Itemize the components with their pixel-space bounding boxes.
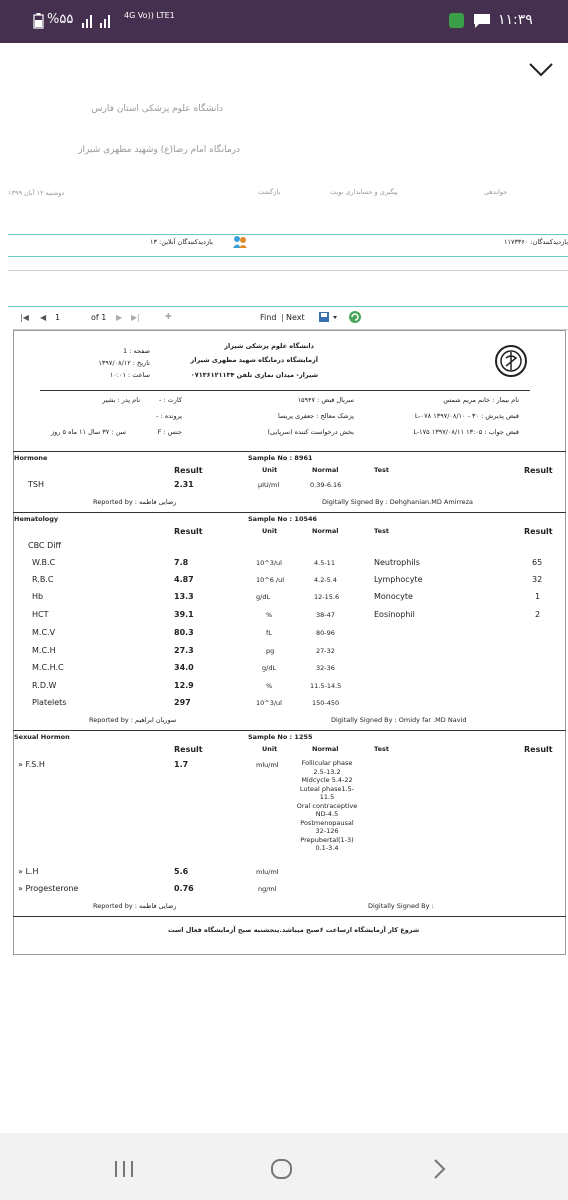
signal-icon <box>82 13 122 29</box>
clock: ۱۱:۳۹ <box>498 12 533 28</box>
answer-receipt: قبض جواب : ۱۳:۰۵ ۱۳۹۷/۰۸/۱۱ L-۱۷۵ <box>413 428 519 436</box>
test-unit: % <box>266 611 273 619</box>
test-normal: 27-32 <box>316 647 335 655</box>
test-value: 12.9 <box>174 681 194 690</box>
test-name: » F.S.H <box>18 760 45 769</box>
section-title: Hormone <box>14 454 48 462</box>
total-visitors: بازدیدکنندگان: ۱۱۷۳۳۶۰ <box>503 238 568 246</box>
diff-value: 65 <box>532 558 543 567</box>
sample-number: Sample No : 8961 <box>248 454 313 462</box>
university-logo-icon <box>494 344 528 378</box>
test-unit: mlu/ml <box>256 868 279 876</box>
section-title: Sexual Hormon <box>14 733 70 741</box>
test-name: » Progesterone <box>18 884 79 893</box>
normal-range-line: Prepubertal(1-3) <box>300 835 354 844</box>
test-unit: 10^3/ul <box>256 699 282 707</box>
test-name: R.B.C <box>32 575 54 584</box>
admit-receipt: قبض پذیرش : ۳۰ - ۱۳۹۷/۰۸/۱۰ L-۰۷۸ <box>414 412 519 420</box>
refresh-icon[interactable] <box>348 310 362 324</box>
file-number: پرونده : - <box>156 412 182 420</box>
col-unit: Unit <box>262 466 278 474</box>
reported-by: Reported by : رضایی فاطمه <box>93 498 177 506</box>
report-time: ساعت : ۱۰:۰۱ <box>109 371 150 379</box>
home-icon[interactable] <box>270 1158 294 1180</box>
col-result: Result <box>524 527 553 536</box>
sub-section-title: CBC Diff <box>28 541 61 550</box>
test-name: » L.H <box>18 867 39 876</box>
test-value: 34.0 <box>174 663 194 672</box>
normal-range-line: Luteal phase1.5- <box>299 784 355 793</box>
diff-value: 2 <box>535 610 541 619</box>
divider <box>40 390 530 391</box>
col-test: Test <box>374 466 389 474</box>
sample-number: Sample No : 10546 <box>248 515 318 523</box>
battery-level: %۵۵ <box>47 12 74 27</box>
col-normal: Normal <box>312 466 339 474</box>
test-value: 80.3 <box>174 628 194 637</box>
find-next-link[interactable]: Next <box>286 313 305 322</box>
page-number-input[interactable]: 1 <box>55 313 61 322</box>
test-name: M.C.H <box>32 646 56 655</box>
signed-by: Digitally Signed By : Omidy far .MD Navid <box>331 716 467 724</box>
col-unit: Unit <box>262 745 278 753</box>
test-normal: 4.5-11 <box>314 559 335 567</box>
lab-notice: شروع کار آزمایشگاه ازساعت ۶صبح میباشد.پنجشنبه صبح آزمایشگاه فعال است <box>168 926 420 934</box>
col-test: Test <box>374 745 389 753</box>
normal-range-line: 2.5-13.2 <box>313 767 341 776</box>
page-count: of 1 <box>91 313 107 322</box>
patient-name: نام بیمار : خانم مریم شمس <box>443 396 519 404</box>
nav-back-link[interactable]: بازگشت <box>258 188 281 196</box>
divider <box>13 730 566 731</box>
chevron-down-icon[interactable] <box>528 62 554 78</box>
next-page-icon[interactable]: ▶ <box>116 313 123 322</box>
normal-range-list <box>282 759 372 853</box>
back-to-parent-icon[interactable]: ✚ <box>165 312 172 321</box>
users-icon <box>233 235 247 248</box>
status-bar <box>0 0 568 43</box>
test-unit: mlu/ml <box>256 761 279 769</box>
normal-range-line: 32-126 <box>315 827 339 835</box>
divider <box>13 451 566 452</box>
normal-range-line: 0.1-3.4 <box>315 844 339 852</box>
col-result: Result <box>524 745 553 754</box>
first-page-icon[interactable]: |◀ <box>20 313 29 322</box>
network-type: 4G Vo)) LTE1 <box>124 11 175 20</box>
test-normal: 80-96 <box>316 629 335 637</box>
test-value: 0.76 <box>174 884 194 893</box>
patient-gender: جنس : F <box>157 428 182 436</box>
normal-range-line: Oral contraceptive <box>296 801 358 810</box>
nav-followup-link[interactable]: پیگیری و حسابداری نوبت <box>330 188 398 196</box>
test-unit: 10^6 /ul <box>256 576 285 584</box>
recent-apps-icon[interactable] <box>113 1159 135 1179</box>
test-normal: 38-47 <box>316 611 335 619</box>
normal-range-line: Postmenopausal <box>300 818 354 827</box>
app-notification-icon <box>449 13 464 28</box>
system-nav-bar <box>0 1133 568 1200</box>
test-value: 39.1 <box>174 610 194 619</box>
test-unit: g/dL <box>262 664 277 672</box>
col-result: Result <box>174 527 203 536</box>
reported-by: Reported by : سوریان ابراهیم <box>89 716 177 724</box>
find-separator: | <box>281 313 284 322</box>
divider <box>8 306 568 307</box>
test-name: Hb <box>32 592 44 601</box>
diff-value: 1 <box>535 592 541 601</box>
test-unit: pg <box>266 647 275 655</box>
section-title: Hematology <box>14 515 59 523</box>
diff-name: Eosinophil <box>374 610 415 619</box>
signed-by: Digitally Signed By : <box>368 902 434 910</box>
test-name: TSH <box>28 480 44 489</box>
divider <box>8 234 568 235</box>
reported-by: Reported by : رضایی فاطمه <box>93 902 177 910</box>
test-value: 27.3 <box>174 646 194 655</box>
report-page: صفحه : 1 <box>123 347 150 355</box>
normal-range-line: ND-4.5 <box>315 810 339 818</box>
father-name: نام پدر : بشیر <box>102 396 140 404</box>
diff-name: Monocyte <box>374 592 413 601</box>
online-visitors: بازدیدکنندگان آنلاین: ۱۳ <box>150 238 213 246</box>
export-icon[interactable] <box>318 310 342 324</box>
test-value: 1.7 <box>174 760 189 769</box>
test-normal: 12-15.6 <box>314 593 340 601</box>
col-result: Result <box>174 745 203 754</box>
test-value: 13.3 <box>174 592 194 601</box>
requesting-ward: بخش درخواست کننده (سرپایی) <box>267 428 354 436</box>
diff-name: Neutrophils <box>374 558 420 567</box>
col-normal: Normal <box>312 527 339 535</box>
lab-university: دانشگاه علوم پزشکی شیراز <box>224 342 314 350</box>
clinic-name: درمانگاه امام رضا(ع) وشهید مطهری شیراز <box>78 145 240 155</box>
diff-value: 32 <box>532 575 543 584</box>
test-normal: 150-450 <box>312 699 340 707</box>
test-name: Platelets <box>32 698 67 707</box>
divider <box>13 512 566 513</box>
test-unit: fL <box>266 629 272 637</box>
card-number: کارت : - <box>158 396 182 404</box>
divider <box>13 916 566 917</box>
test-value: 297 <box>174 698 191 707</box>
diff-name: Lymphocyte <box>374 575 423 584</box>
patient-age: سن : ۳۷ سال ۱۱ ماه ۵ روز <box>51 428 126 436</box>
prev-page-icon[interactable]: ◀ <box>40 313 47 322</box>
col-result: Result <box>174 466 203 475</box>
test-name: W.B.C <box>32 558 56 567</box>
test-name: HCT <box>32 610 49 619</box>
battery-icon <box>33 13 44 29</box>
divider <box>8 270 568 271</box>
col-normal: Normal <box>312 745 339 753</box>
university-name: دانشگاه علوم پزشکی استان فارس <box>91 104 223 114</box>
test-normal: 4.2-5.4 <box>314 576 338 584</box>
current-date: دوشنبه ۱۲ آبان ۱۳۹۹ <box>8 189 65 197</box>
lab-name: آزمایشگاه درمانگاه شهید مطهری شیراز <box>190 356 318 364</box>
normal-range-line: Follicular phase <box>301 759 353 767</box>
serial-number: سریال قبض : ۱۵۹۴۷ <box>297 396 354 404</box>
test-name: R.D.W <box>32 681 57 690</box>
report-toolbar <box>13 309 568 329</box>
test-name: M.C.H.C <box>32 663 64 672</box>
col-test: Test <box>374 527 389 535</box>
divider <box>8 256 568 257</box>
signed-by: Digitally Signed By : Dehghanian.MD Amirreza <box>322 498 473 506</box>
test-unit: % <box>266 682 273 690</box>
report-frame <box>13 330 566 955</box>
test-value: 2.31 <box>174 480 194 489</box>
test-value: 5.6 <box>174 867 189 876</box>
test-unit: g/dL <box>256 593 271 601</box>
test-unit: ng/ml <box>258 885 277 893</box>
sample-number: Sample No : 1255 <box>248 733 313 741</box>
lab-address: شیراز- میدان نمازی تلفن ۰۷۱۳۶۱۲۱۱۳۴ <box>190 371 318 379</box>
last-page-icon[interactable]: ▶| <box>131 313 140 322</box>
test-normal: 0.39-6.16 <box>310 481 342 489</box>
test-name: M.C.V <box>32 628 56 637</box>
test-unit: µIU/ml <box>258 481 280 489</box>
find-link[interactable]: Find <box>260 313 277 322</box>
nav-results-link[interactable]: جوابدهی <box>484 188 508 196</box>
back-icon[interactable] <box>432 1158 448 1180</box>
col-unit: Unit <box>262 527 278 535</box>
test-normal: 11.5-14.5 <box>310 682 342 690</box>
test-value: 7.8 <box>174 558 189 567</box>
treating-doctor: پزشک معالج : جعفری پریسا <box>278 412 354 420</box>
col-result: Result <box>524 466 553 475</box>
normal-range-line: Midcycle 5.4-22 <box>301 776 353 784</box>
test-value: 4.87 <box>174 575 194 584</box>
report-date: تاریخ : ۱۳۹۷/۰۸/۱۲ <box>98 359 150 367</box>
test-unit: 10^3/ul <box>256 559 282 567</box>
message-icon <box>473 13 491 29</box>
test-normal: 32-36 <box>316 664 335 672</box>
normal-range-line: 11.5 <box>319 793 335 801</box>
